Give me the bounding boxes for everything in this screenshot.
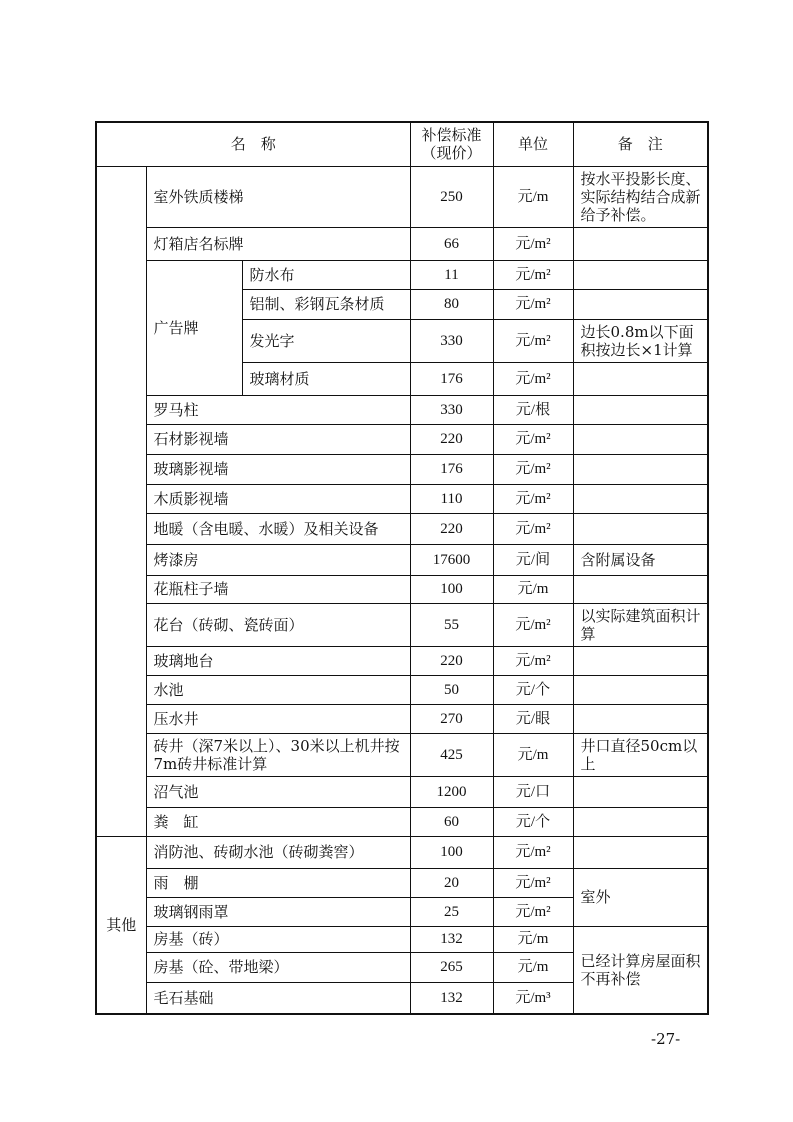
item-price: 220: [410, 424, 493, 454]
item-name: 发光字: [242, 319, 410, 362]
item-unit: 元/m²: [493, 289, 573, 319]
item-note: 井口直径50cm以上: [573, 733, 708, 776]
item-unit: 元/根: [493, 395, 573, 424]
item-unit: 元/个: [493, 807, 573, 836]
item-unit: 元/口: [493, 776, 573, 807]
item-price: 11: [410, 260, 493, 289]
item-price: 25: [410, 897, 493, 926]
item-note: [573, 362, 708, 395]
item-note: [573, 836, 708, 868]
table-row: [96, 836, 708, 868]
table-row: [96, 868, 708, 897]
table-row: [96, 166, 708, 227]
header-unit: 单位: [493, 122, 573, 166]
item-note: [573, 704, 708, 733]
item-name: 石材影视墙: [146, 424, 410, 454]
item-price: 66: [410, 227, 493, 260]
item-unit: 元/m²: [493, 868, 573, 897]
item-name: 灯箱店名标牌: [146, 227, 410, 260]
item-name: 玻璃材质: [242, 362, 410, 395]
item-name: 砖井（深7米以上）、30米以上机井按7m砖井标准计算: [146, 733, 410, 776]
item-name: 雨 棚: [146, 868, 410, 897]
item-name: 铝制、彩钢瓦条材质: [242, 289, 410, 319]
item-name: 玻璃影视墙: [146, 454, 410, 484]
item-note: [573, 484, 708, 513]
table-row: [96, 776, 708, 807]
item-note: 边长0.8m以下面积按边长×1计算: [573, 319, 708, 362]
table-row: [96, 807, 708, 836]
item-price: 330: [410, 319, 493, 362]
item-price: 425: [410, 733, 493, 776]
item-unit: 元/m²: [493, 260, 573, 289]
item-name: 沼气池: [146, 776, 410, 807]
item-unit: 元/m: [493, 952, 573, 982]
item-note: [573, 646, 708, 675]
table-row: [96, 733, 708, 776]
item-note: [573, 227, 708, 260]
item-price: 250: [410, 166, 493, 227]
header-note: 备 注: [573, 122, 708, 166]
item-note: [573, 260, 708, 289]
item-unit: 元/m²: [493, 319, 573, 362]
item-name: 花台（砖砌、瓷砖面）: [146, 603, 410, 646]
item-note: [573, 395, 708, 424]
item-name: 毛石基础: [146, 982, 410, 1014]
table-row: [96, 424, 708, 454]
item-unit: 元/m²: [493, 836, 573, 868]
category-other: 其他: [96, 836, 146, 1014]
item-note: [573, 575, 708, 603]
item-unit: 元/m²: [493, 603, 573, 646]
item-price: 80: [410, 289, 493, 319]
item-name: 烤漆房: [146, 544, 410, 575]
item-unit: 元/m: [493, 166, 573, 227]
item-unit: 元/m²: [493, 362, 573, 395]
item-unit: 元/眼: [493, 704, 573, 733]
item-price: 100: [410, 575, 493, 603]
item-price: 220: [410, 646, 493, 675]
item-name: 玻璃钢雨罩: [146, 897, 410, 926]
table-row: [96, 704, 708, 733]
table-row: [96, 675, 708, 704]
table-row: [96, 926, 708, 952]
table-header-row: [96, 122, 708, 166]
item-note: [573, 454, 708, 484]
item-price: 265: [410, 952, 493, 982]
item-unit: 元/m²: [493, 424, 573, 454]
item-name: 室外铁质楼梯: [146, 166, 410, 227]
header-name: 名 称: [96, 122, 410, 166]
item-note: [573, 675, 708, 704]
page-number: -27-: [651, 1030, 681, 1048]
item-note: 按水平投影长度、实际结构结合成新给予补偿。: [573, 166, 708, 227]
table-row: [96, 513, 708, 544]
item-price: 270: [410, 704, 493, 733]
table-row: [96, 603, 708, 646]
item-unit: 元/m²: [493, 646, 573, 675]
item-price: 20: [410, 868, 493, 897]
item-name: 地暖（含电暖、水暖）及相关设备: [146, 513, 410, 544]
item-price: 132: [410, 982, 493, 1014]
item-note: [573, 289, 708, 319]
header-price: 补偿标准 （现价）: [410, 122, 493, 166]
item-note: 含附属设备: [573, 544, 708, 575]
item-note: [573, 424, 708, 454]
item-note: [573, 807, 708, 836]
table-row: [96, 544, 708, 575]
item-note: 室外: [573, 868, 708, 926]
item-name: 压水井: [146, 704, 410, 733]
group-label-billboard: 广告牌: [146, 260, 242, 395]
item-name: 防水布: [242, 260, 410, 289]
item-price: 60: [410, 807, 493, 836]
item-unit: 元/m²: [493, 454, 573, 484]
item-name: 花瓶柱子墙: [146, 575, 410, 603]
item-unit: 元/m: [493, 575, 573, 603]
item-note: 已经计算房屋面积不再补偿: [573, 926, 708, 1014]
item-price: 17600: [410, 544, 493, 575]
item-name: 房基（砖）: [146, 926, 410, 952]
table-row: [96, 575, 708, 603]
item-price: 220: [410, 513, 493, 544]
item-note: [573, 513, 708, 544]
item-name: 水池: [146, 675, 410, 704]
item-price: 100: [410, 836, 493, 868]
item-unit: 元/m: [493, 926, 573, 952]
item-name: 玻璃地台: [146, 646, 410, 675]
item-name: 房基（砼、带地梁）: [146, 952, 410, 982]
table-row: [96, 227, 708, 260]
table-row: [96, 454, 708, 484]
item-unit: 元/m²: [493, 897, 573, 926]
item-unit: 元/间: [493, 544, 573, 575]
item-unit: 元/m²: [493, 484, 573, 513]
item-unit: 元/m²: [493, 227, 573, 260]
item-price: 330: [410, 395, 493, 424]
table-row: [96, 395, 708, 424]
item-note: [573, 776, 708, 807]
item-price: 50: [410, 675, 493, 704]
item-price: 176: [410, 454, 493, 484]
item-price: 55: [410, 603, 493, 646]
item-unit: 元/m: [493, 733, 573, 776]
item-note: 以实际建筑面积计算: [573, 603, 708, 646]
table-row: [96, 260, 708, 289]
item-name: 木质影视墙: [146, 484, 410, 513]
item-unit: 元/个: [493, 675, 573, 704]
item-name: 消防池、砖砌水池（砖砌粪窖）: [146, 836, 410, 868]
compensation-table: [95, 121, 709, 1015]
item-unit: 元/m²: [493, 513, 573, 544]
item-price: 1200: [410, 776, 493, 807]
item-name: 粪 缸: [146, 807, 410, 836]
category-cell-empty: [96, 166, 146, 836]
item-price: 110: [410, 484, 493, 513]
table-row: [96, 484, 708, 513]
table-row: [96, 646, 708, 675]
item-name: 罗马柱: [146, 395, 410, 424]
item-unit: 元/m³: [493, 982, 573, 1014]
item-price: 132: [410, 926, 493, 952]
item-price: 176: [410, 362, 493, 395]
